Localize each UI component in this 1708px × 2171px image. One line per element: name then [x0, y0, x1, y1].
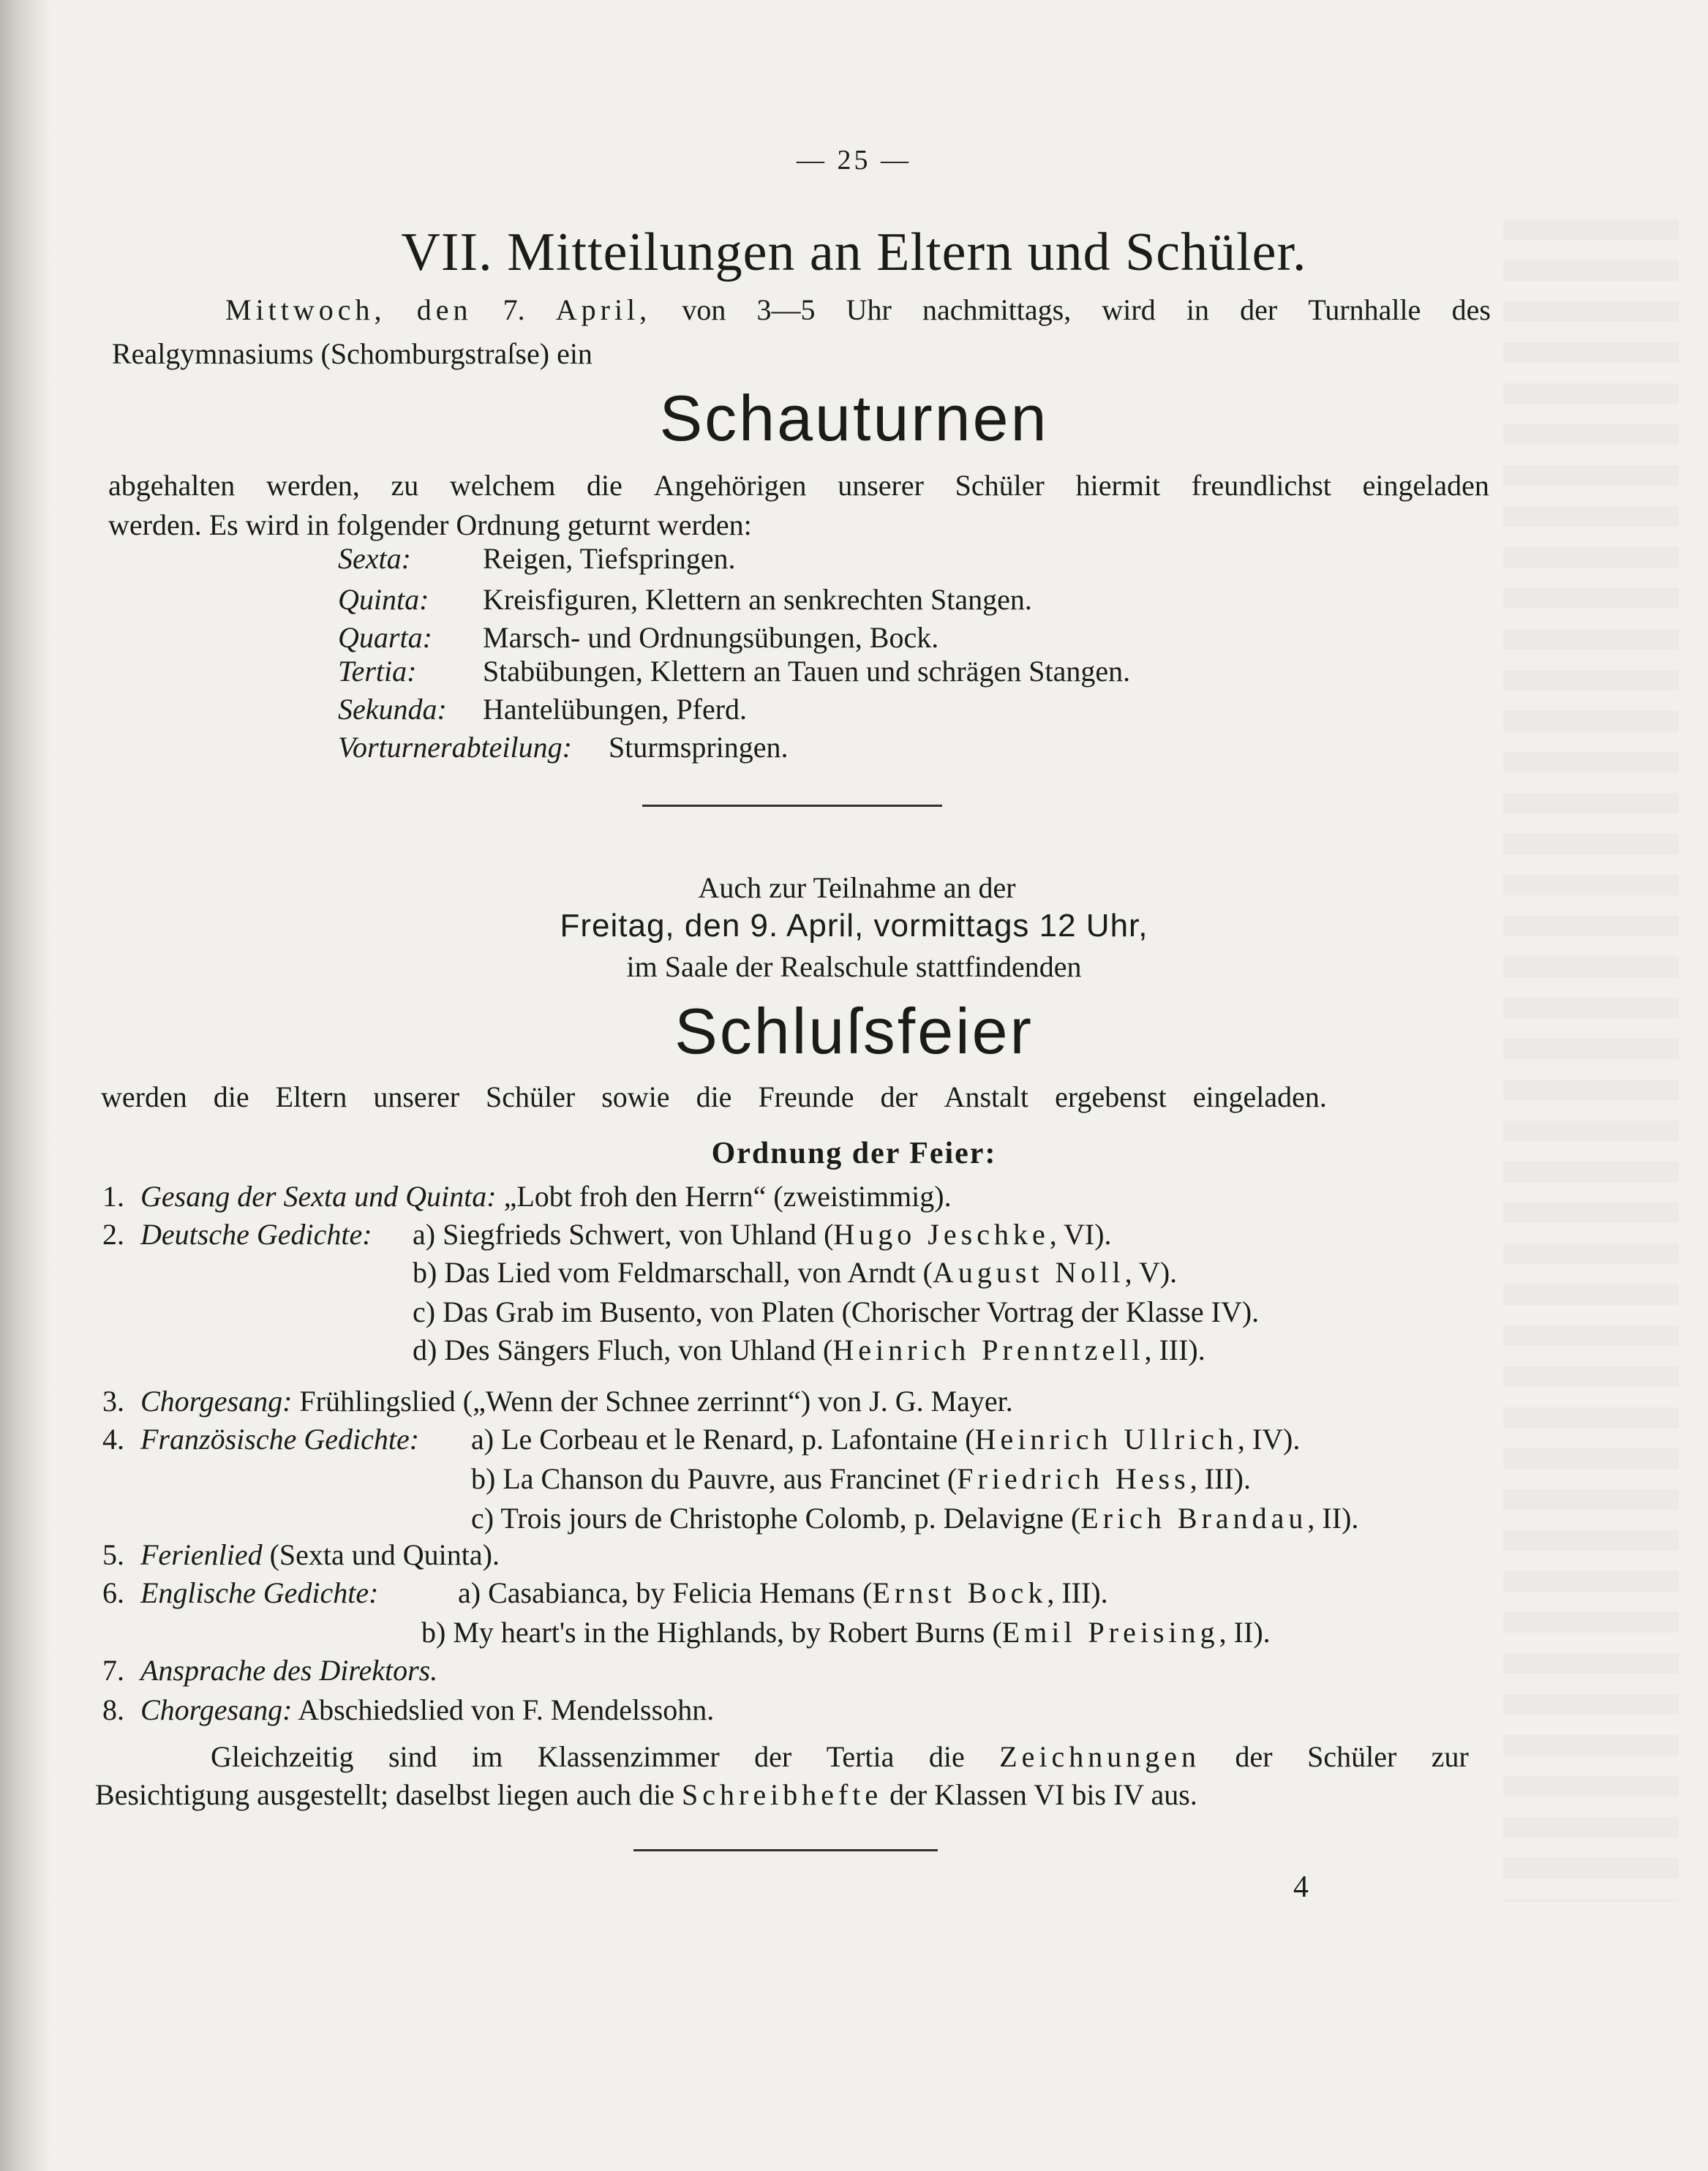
paragraph-line: werden die Eltern unserer Schüler sowie die Freunde der Anstalt ergebenst eingeladen. — [101, 1080, 1327, 1113]
intro-line-2: Realgymnasiums (Schomburgstraſse) ein — [112, 337, 592, 370]
schedule-row: Vorturnerabteilung: Sturmspringen. — [338, 731, 789, 764]
invitation-line-1: Auch zur Teilnahme an der — [698, 871, 1016, 904]
program-item: 4. Französische Gedichte: a) Le Corbeau et le Renard, p. Lafontaine (Heinrich Ullrich, IV). — [102, 1423, 1301, 1456]
schedule-row: Quinta: Kreisfiguren, Klettern an senkrechten Stangen. — [338, 583, 1032, 616]
divider-rule — [642, 805, 942, 807]
heading-schauturnen: Schauturnen — [659, 382, 1049, 454]
schedule-row: Quarta: Marsch- und Ordnungsübungen, Bock. — [338, 621, 939, 654]
program-item: 3. Chorgesang: Frühlingslied („Wenn der Schnee zerrinnt“) von J. G. Mayer. — [102, 1385, 1013, 1418]
section-title: VII. Mitteilungen an Eltern und Schüler. — [401, 222, 1307, 282]
program-item: 1. Gesang der Sexta und Quinta: „Lobt froh den Herrn“ (zweistimmig). — [102, 1180, 952, 1213]
schedule-row: Tertia: Stabübungen, Klettern an Tauen und schrägen Stangen. — [338, 655, 1131, 688]
program-subitem: c) Das Grab im Busento, von Platen (Chorischer Vortrag der Klasse IV). — [413, 1295, 1260, 1328]
closing-line-1: Gleichzeitig sind im Klassenzimmer der Tertia die Zeichnungen der Schüler zur — [211, 1740, 1469, 1773]
program-item: 7. Ansprache des Direktors. — [102, 1654, 438, 1687]
book-spine-shadow — [0, 0, 51, 2171]
program-subitem: c) Trois jours de Christophe Colomb, p. Delavigne (Erich Brandau, II). — [471, 1502, 1359, 1535]
program-item: 2. Deutsche Gedichte: a) Siegfrieds Schwert, von Uhland (Hugo Jeschke, VI). — [102, 1218, 1112, 1251]
closing-line-2: Besichtigung ausgestellt; daselbst liegen auch die Schreibhefte der Klassen VI bis IV aus. — [95, 1778, 1197, 1811]
paragraph-line-1: abgehalten werden, zu welchem die Angehörigen unserer Schüler hiermit freundlichst eingeladen — [108, 469, 1489, 502]
schedule-row: Sekunda: Hantelübungen, Pferd. — [338, 693, 748, 726]
invitation-line-3: im Saale der Realschule stattfindenden — [626, 950, 1082, 983]
program-subitem: d) Des Sängers Fluch, von Uhland (Heinrich Prenntzell, III). — [413, 1333, 1205, 1366]
order-title: Ordnung der Feier: — [711, 1137, 997, 1170]
intro-line-1: Mittwoch, den 7. April, von 3—5 Uhr nachmittags, wird in der Turnhalle des — [225, 293, 1491, 326]
program-subitem: b) Das Lied vom Feldmarschall, von Arndt (August Noll, V). — [413, 1256, 1178, 1289]
program-subitem: b) La Chanson du Pauvre, aus Francinet (Friedrich Hess, III). — [471, 1462, 1251, 1495]
program-item: 6. Englische Gedichte: a) Casabianca, by Felicia Hemans (Ernst Bock, III). — [102, 1576, 1108, 1609]
divider-rule — [633, 1849, 938, 1851]
schedule-row: Sexta: Reigen, Tiefspringen. — [338, 542, 736, 575]
folio-number: 4 — [1293, 1870, 1309, 1904]
program-item: 8. Chorgesang: Abschiedslied von F. Mendelssohn. — [102, 1693, 715, 1726]
program-item: 5. Ferienlied (Sexta und Quinta). — [102, 1538, 500, 1571]
heading-schlussfeier: Schluſsfeier — [674, 995, 1034, 1067]
paragraph-line-2: werden. Es wird in folgender Ordnung geturnt werden: — [108, 508, 752, 541]
page-number: — 25 — — [797, 145, 911, 176]
program-subitem: b) My heart's in the Highlands, by Robert Burns (Emil Preising, II). — [421, 1616, 1271, 1649]
invitation-date: Freitag, den 9. April, vormittags 12 Uhr, — [560, 908, 1148, 944]
